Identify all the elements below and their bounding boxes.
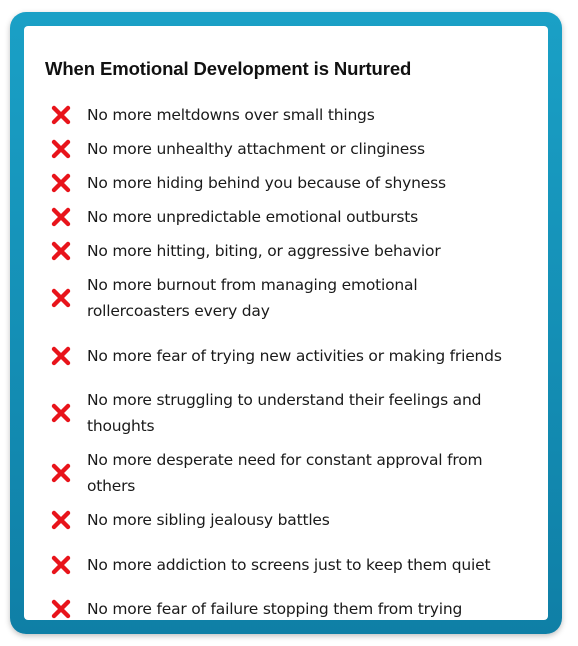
list-item-label: No more fear of failure stopping them from trying bbox=[87, 600, 463, 618]
red-cross-icon bbox=[48, 596, 74, 622]
list-item bbox=[48, 170, 518, 196]
list-item-label: No more meltdowns over small things bbox=[87, 106, 375, 124]
red-cross-icon bbox=[48, 170, 74, 196]
list-item bbox=[48, 447, 518, 499]
list-item-label: No more sibling jealousy battles bbox=[87, 511, 330, 529]
red-cross-icon bbox=[48, 460, 74, 486]
list-item-label: No more desperate need for constant approval from others bbox=[87, 451, 483, 495]
benefits-list bbox=[48, 102, 518, 630]
list-item-label: No more addiction to screens just to keep them quiet bbox=[87, 555, 491, 574]
list-item bbox=[48, 507, 518, 533]
list-item bbox=[48, 102, 518, 128]
list-item bbox=[48, 204, 518, 230]
list-item bbox=[48, 136, 518, 162]
list-item bbox=[48, 596, 518, 622]
list-item-label: No more unpredictable emotional outbursts bbox=[87, 208, 418, 226]
red-cross-icon bbox=[48, 285, 74, 311]
red-cross-icon bbox=[48, 400, 74, 426]
list-item-label: No more struggling to understand their feelings and thoughts bbox=[87, 391, 482, 435]
card bbox=[24, 26, 548, 620]
list-item bbox=[48, 332, 518, 379]
list-item-label: No more unhealthy attachment or clinginess bbox=[87, 140, 425, 158]
red-cross-icon bbox=[48, 343, 74, 369]
red-cross-icon bbox=[48, 507, 74, 533]
list-item-label: No more burnout from managing emotional rollercoasters every day bbox=[87, 276, 418, 320]
list-item bbox=[48, 541, 518, 588]
list-item bbox=[48, 387, 518, 439]
card-frame bbox=[10, 12, 562, 634]
list-item-label: No more hiding behind you because of shyness bbox=[87, 174, 446, 192]
red-cross-icon bbox=[48, 136, 74, 162]
card-title: When Emotional Development is Nurtured bbox=[45, 58, 412, 79]
red-cross-icon bbox=[48, 204, 74, 230]
list-item-label: No more hitting, biting, or aggressive behavior bbox=[87, 242, 441, 260]
red-cross-icon bbox=[48, 102, 74, 128]
list-item bbox=[48, 238, 518, 264]
list-item bbox=[48, 272, 518, 324]
list-item-label: No more fear of trying new activities or making friends bbox=[87, 346, 502, 365]
red-cross-icon bbox=[48, 552, 74, 578]
red-cross-icon bbox=[48, 238, 74, 264]
